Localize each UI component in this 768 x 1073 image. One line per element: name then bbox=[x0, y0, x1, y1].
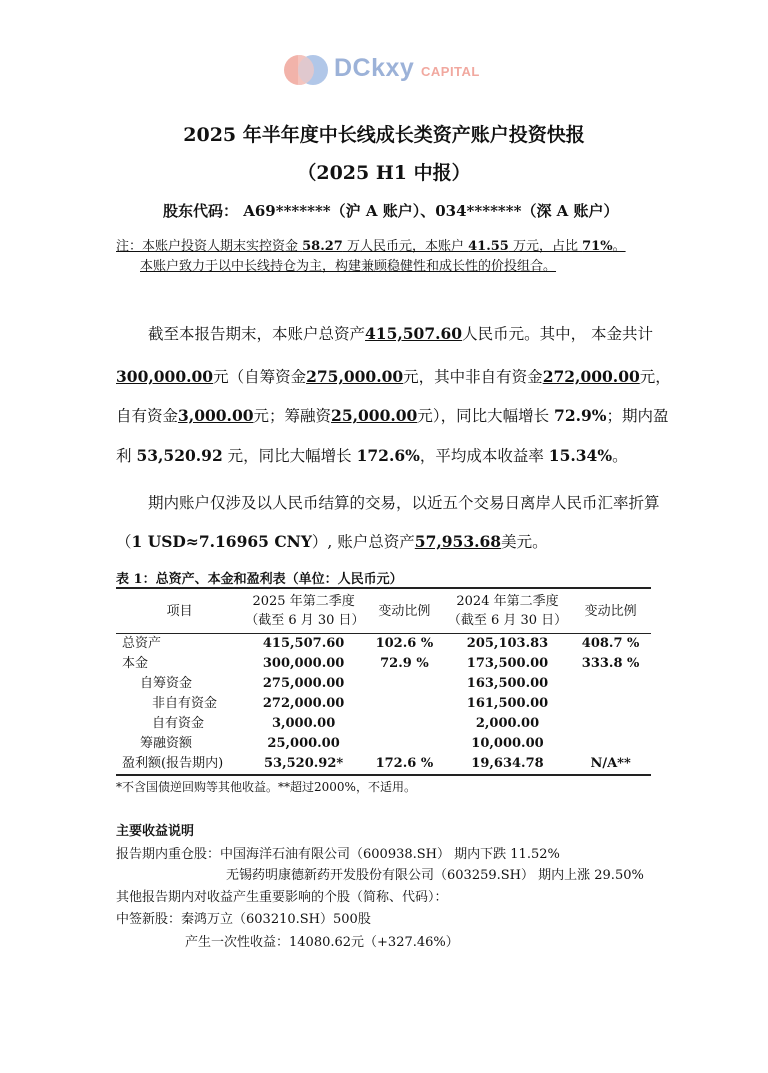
cell-change2 bbox=[570, 694, 651, 714]
cell-2025: 3,000.00 bbox=[271, 716, 336, 731]
para2-line1: 期内账户仅涉及以人民币结算的交易，以近五个交易日离岸人民币汇率折算 bbox=[148, 494, 660, 512]
para1-line4: 利 53,520.92 元，同比大幅增长 172.6%，平均成本收益率 15.34%。 bbox=[116, 446, 628, 465]
assets-table bbox=[116, 587, 651, 776]
cell-change2 bbox=[570, 714, 651, 734]
cell-change1: 172.6 % bbox=[364, 754, 445, 775]
para2-line2: （1 USD≈7.16965 CNY）, 账户总资产57,953.68美元。 bbox=[116, 532, 548, 551]
header-change-1: 变动比例 bbox=[364, 588, 445, 634]
other-stocks-line: 其他报告期内对收益产生重要影响的个股（简称、代码）： bbox=[116, 890, 448, 905]
cell-change2 bbox=[570, 674, 651, 694]
table-row bbox=[116, 634, 651, 655]
cell-2025: 25,000.00 bbox=[267, 736, 340, 751]
report-subtitle: （2025 H1 中报） bbox=[297, 162, 471, 184]
cell-2025: 300,000.00 bbox=[262, 656, 345, 671]
para1-line2: 300,000.00元（自筹资金275,000.00元，其中非自有资金272,000.00元， bbox=[116, 367, 671, 386]
para1-line3: 自有资金3,000.00元；筹融资25,000.00元），同比大幅增长 72.9%；期内盈 bbox=[116, 406, 669, 425]
one-time-gain-line: 产生一次性收益：14080.62元（+327.46%） bbox=[185, 935, 459, 950]
ipo-line: 中签新股：秦鸿万立（603210.SH）500股 bbox=[116, 912, 371, 927]
row-label: 筹融资额 bbox=[140, 736, 193, 751]
cell-2024: 19,634.78 bbox=[445, 754, 570, 775]
cell-change1 bbox=[364, 674, 445, 694]
table-row bbox=[116, 654, 651, 674]
cell-change2: N/A** bbox=[570, 754, 651, 775]
logo-name: DCkxy bbox=[334, 54, 415, 82]
cell-2024: 161,500.00 bbox=[466, 696, 549, 711]
cell-2024: 205,103.83 bbox=[466, 636, 549, 651]
row-label: 非自有资金 bbox=[152, 696, 218, 711]
cell-change1 bbox=[364, 694, 445, 714]
cell-2025: 272,000.00 bbox=[262, 696, 345, 711]
row-label: 本金 bbox=[122, 656, 149, 671]
note-line-1: 注：本账户投资人期末实控资金 58.27 万人民币元，本账户 41.55 万元，占比 71%。 bbox=[116, 239, 626, 254]
company-logo bbox=[284, 52, 504, 88]
cell-2024: 163,500.00 bbox=[466, 676, 549, 691]
cell-2024: 10,000.00 bbox=[471, 736, 544, 751]
cell-2025: 415,507.60 bbox=[262, 636, 345, 651]
table-row bbox=[116, 754, 651, 775]
cell-2024: 2,000.00 bbox=[475, 716, 540, 731]
para1-line1: 截至本报告期末，本账户总资产415,507.60人民币元。其中， 本金共计 bbox=[148, 324, 654, 343]
cell-change2: 408.7 % bbox=[581, 636, 640, 651]
cell-2024: 173,500.00 bbox=[466, 656, 549, 671]
note-line-2: 本账户致力于以中长线持仓为主，构建兼顾稳健性和成长性的价投组合。 bbox=[140, 259, 557, 274]
cell-change1: 72.9 % bbox=[380, 656, 429, 671]
row-label: 总资产 bbox=[122, 636, 162, 651]
row-label: 自筹资金 bbox=[140, 676, 193, 691]
table-header-row bbox=[116, 588, 651, 634]
report-title: 2025 年半年度中长线成长类资产账户投资快报 bbox=[183, 124, 585, 146]
logo-capital: CAPITAL bbox=[421, 64, 480, 79]
table-caption: 表 1：总资产、本金和盈利表（单位：人民币元） bbox=[116, 572, 403, 587]
table-row bbox=[116, 714, 651, 734]
cell-change1: 102.6 % bbox=[375, 636, 434, 651]
earnings-title: 主要收益说明 bbox=[116, 824, 195, 839]
shareholder-code: 股东代码： A69*******（沪 A 账户）、034*******（深 A 账户） bbox=[163, 202, 619, 220]
table-footnote: *不含国债逆回购等其他收益。**超过2000%，不适用。 bbox=[116, 780, 416, 794]
row-label: 盈利额(报告期内) bbox=[116, 754, 243, 775]
header-change-2: 变动比例 bbox=[570, 588, 651, 634]
cell-change1 bbox=[364, 714, 445, 734]
cell-change2 bbox=[570, 734, 651, 754]
table-row bbox=[116, 694, 651, 714]
header-item: 项目 bbox=[116, 588, 243, 634]
table-row bbox=[116, 734, 651, 754]
header-2025q2: 2025 年第二季度 （截至 6 月 30 日） bbox=[243, 588, 364, 634]
cell-change2: 333.8 % bbox=[581, 656, 640, 671]
heavy-holdings-line2: 无锡药明康德新药开发股份有限公司（603259.SH） 期内上涨 29.50% bbox=[226, 868, 644, 883]
heavy-holdings-line1: 报告期内重仓股：中国海洋石油有限公司（600938.SH） 期内下跌 11.52% bbox=[116, 847, 560, 862]
header-2024q2: 2024 年第二季度 （截至 6 月 30 日） bbox=[445, 588, 570, 634]
cell-2025: 275,000.00 bbox=[262, 676, 345, 691]
cell-2025: 53,520.92* bbox=[243, 754, 364, 775]
row-label: 自有资金 bbox=[152, 716, 205, 731]
table-row bbox=[116, 674, 651, 694]
cell-change1 bbox=[364, 734, 445, 754]
